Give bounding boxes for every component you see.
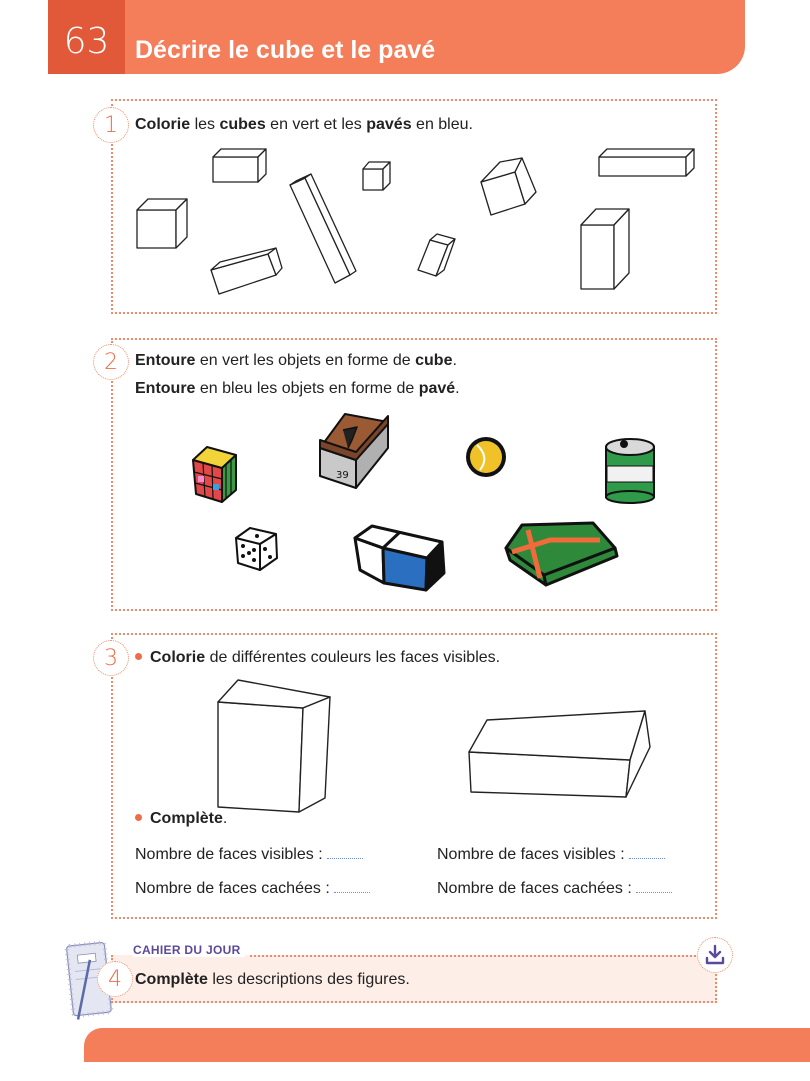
exercise-1-number: 1 [93,107,129,143]
exercise-3-bullet-1: Colorie de différentes couleurs les faces visibles. [135,649,500,667]
exercise-4-instruction: Complète les descriptions des figures. [135,971,410,988]
figure-cube[interactable] [218,680,330,812]
svg-text:39: 39 [336,470,349,481]
lesson-number: 63 [48,0,125,74]
figure-pave[interactable] [469,711,650,797]
cahier-du-jour-label: CAHIER DU JOUR [133,943,245,957]
exercise-4-number: 4 [97,961,133,997]
exercise-3-number: 3 [93,640,129,676]
left-hidden-answer-field[interactable] [334,879,370,893]
download-button[interactable] [697,937,733,973]
exercise-2-number: 2 [93,344,129,380]
bullet-icon [135,814,142,821]
right-visible-answer-field[interactable] [629,845,665,859]
left-hidden-faces-row: Nombre de faces cachées : [135,879,370,898]
page-title: Décrire le cube et le pavé [135,36,436,64]
cahier-divider [250,955,700,957]
footer-bar [84,1028,810,1062]
exercise-2-instruction-1: Entoure en vert les objets en forme de cube. [135,352,457,369]
exercise-1-instruction: Colorie les cubes en vert et les pavés en bleu. [135,116,473,133]
right-visible-faces-row: Nombre de faces visibles : [437,845,665,864]
exercise-2-instruction-2: Entoure en bleu les objets en forme de pavé. [135,380,460,397]
download-icon [704,944,726,966]
right-hidden-faces-row: Nombre de faces cachées : [437,879,672,898]
left-visible-faces-row: Nombre de faces visibles : [135,845,363,864]
left-visible-answer-field[interactable] [327,845,363,859]
right-hidden-answer-field[interactable] [636,879,672,893]
exercise-3-bullet-2: Complète. [135,810,227,828]
